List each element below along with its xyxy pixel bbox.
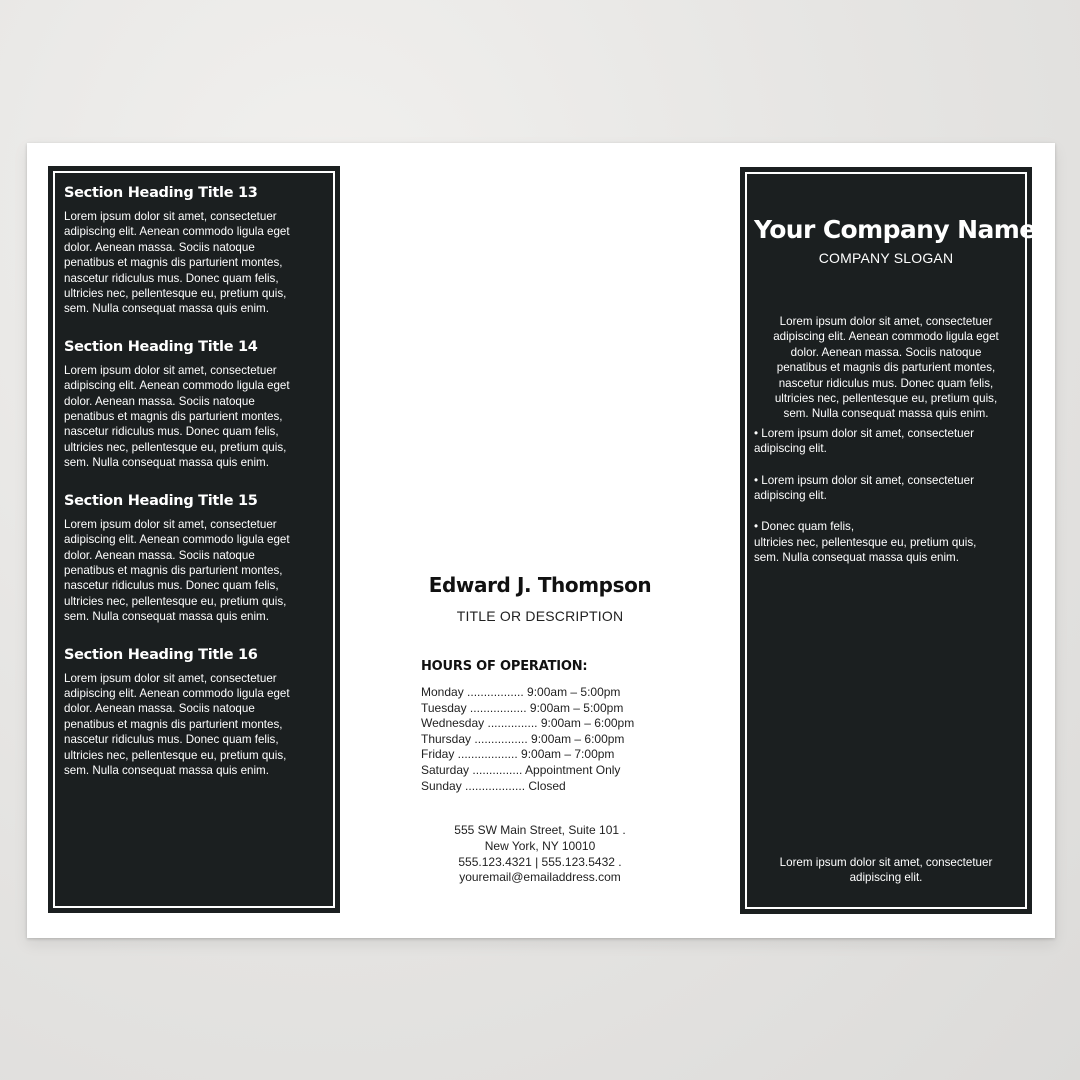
hours-heading: HOURS OF OPERATION: bbox=[421, 659, 588, 674]
section-line: dolor. Aenean massa. Sociis natoque bbox=[64, 394, 255, 408]
contact-block bbox=[357, 823, 723, 886]
section-line: sem. Nulla consequat massa quis enim. bbox=[64, 456, 269, 470]
section-line: dolor. Aenean massa. Sociis natoque bbox=[64, 240, 255, 254]
bullet-line: • Lorem ipsum dolor sit amet, consectetuer bbox=[754, 473, 974, 487]
section-body bbox=[64, 517, 326, 625]
section-line: sem. Nulla consequat massa quis enim. bbox=[64, 302, 269, 316]
section-line: penatibus et magnis dis parturient montes, bbox=[64, 256, 283, 270]
right-panel bbox=[740, 167, 1036, 914]
section-line: Lorem ipsum dolor sit amet, consectetuer bbox=[64, 210, 277, 223]
section-body bbox=[64, 209, 326, 317]
hours-row-tuesday: Tuesday ................. 9:00am – 5:00pm bbox=[421, 700, 624, 715]
footer-line: Lorem ipsum dolor sit amet, consectetuer bbox=[779, 856, 993, 869]
section-line: adipiscing elit. Aenean commodo ligula eget bbox=[64, 686, 290, 700]
section-13 bbox=[64, 185, 326, 317]
right-panel-content bbox=[754, 215, 1036, 582]
email-address: youremail@emailaddress.com bbox=[459, 870, 621, 885]
bullet-item bbox=[754, 426, 1018, 457]
section-line: ultricies nec, pellentesque eu, pretium quis, bbox=[64, 748, 287, 762]
hours-row-friday: Friday .................. 9:00am – 7:00pm bbox=[421, 747, 615, 762]
section-heading: Section Heading Title 15 bbox=[64, 492, 258, 509]
intro-paragraph bbox=[754, 314, 1018, 422]
person-name: Edward J. Thompson bbox=[428, 573, 652, 597]
bullet-list bbox=[754, 426, 1018, 566]
section-line: nascetur ridiculus mus. Donec quam felis, bbox=[64, 425, 279, 439]
intro-line: penatibus et magnis dis parturient montes, bbox=[776, 361, 996, 375]
bullet-item bbox=[754, 519, 1018, 565]
section-line: dolor. Aenean massa. Sociis natoque bbox=[64, 548, 255, 562]
left-panel bbox=[48, 166, 340, 913]
intro-line: dolor. Aenean massa. Sociis natoque bbox=[790, 345, 982, 359]
section-line: ultricies nec, pellentesque eu, pretium quis, bbox=[64, 440, 287, 454]
section-15 bbox=[64, 493, 326, 625]
section-line: dolor. Aenean massa. Sociis natoque bbox=[64, 702, 255, 716]
intro-line: ultricies nec, pellentesque eu, pretium quis, bbox=[774, 392, 998, 406]
section-line: ultricies nec, pellentesque eu, pretium quis, bbox=[64, 287, 287, 301]
left-panel-content bbox=[64, 185, 326, 800]
hours-row-monday: Monday ................. 9:00am – 5:00pm bbox=[421, 685, 621, 699]
middle-panel bbox=[357, 143, 723, 938]
company-slogan: COMPANY SLOGAN bbox=[818, 250, 954, 266]
section-line: nascetur ridiculus mus. Donec quam felis, bbox=[64, 271, 279, 285]
section-line: Lorem ipsum dolor sit amet, consectetuer bbox=[64, 671, 277, 685]
section-heading: Section Heading Title 16 bbox=[64, 646, 258, 663]
address-line-1: 555 SW Main Street, Suite 101 . bbox=[454, 823, 626, 837]
intro-line: sem. Nulla consequat massa quis enim. bbox=[783, 407, 989, 421]
section-heading: Section Heading Title 14 bbox=[64, 338, 258, 355]
bullet-line: ultricies nec, pellentesque eu, pretium quis, bbox=[754, 535, 977, 549]
brochure-sheet bbox=[27, 143, 1055, 938]
hours-list bbox=[421, 685, 634, 794]
section-line: adipiscing elit. Aenean commodo ligula eget bbox=[64, 225, 290, 239]
hours-row-thursday: Thursday ................ 9:00am – 6:00pm bbox=[421, 731, 625, 746]
hours-row-saturday: Saturday ............... Appointment Only bbox=[421, 762, 621, 777]
person-title: TITLE OR DESCRIPTION bbox=[456, 608, 624, 624]
section-line: sem. Nulla consequat massa quis enim. bbox=[64, 610, 269, 624]
hours-row-sunday: Sunday .................. Closed bbox=[421, 778, 566, 793]
section-line: ultricies nec, pellentesque eu, pretium quis, bbox=[64, 594, 287, 608]
section-line: nascetur ridiculus mus. Donec quam felis, bbox=[64, 733, 279, 747]
phone-numbers: 555.123.4321 | 555.123.5432 . bbox=[458, 854, 622, 869]
section-14 bbox=[64, 339, 326, 471]
intro-line: nascetur ridiculus mus. Donec quam felis, bbox=[778, 376, 994, 390]
company-name: Your Company Name bbox=[754, 215, 1036, 244]
address-line-2: New York, NY 10010 bbox=[484, 838, 596, 853]
section-line: Lorem ipsum dolor sit amet, consectetuer bbox=[64, 517, 277, 531]
section-body bbox=[64, 671, 326, 779]
section-line: adipiscing elit. Aenean commodo ligula eget bbox=[64, 379, 290, 393]
section-line: penatibus et magnis dis parturient montes, bbox=[64, 717, 283, 731]
hours-row-wednesday: Wednesday ............... 9:00am – 6:00pm bbox=[421, 716, 635, 731]
section-16 bbox=[64, 647, 326, 779]
bullet-item bbox=[754, 473, 1018, 504]
section-line: sem. Nulla consequat massa quis enim. bbox=[64, 763, 269, 777]
intro-line: adipiscing elit. Aenean commodo ligula eget bbox=[773, 330, 999, 344]
bullet-line: adipiscing elit. bbox=[754, 489, 827, 503]
bullet-line: adipiscing elit. bbox=[754, 442, 827, 456]
footer-line: adipiscing elit. bbox=[849, 871, 923, 885]
section-heading: Section Heading Title 13 bbox=[64, 185, 258, 201]
section-body bbox=[64, 363, 326, 471]
section-line: Lorem ipsum dolor sit amet, consectetuer bbox=[64, 363, 277, 377]
bullet-line: • Donec quam felis, bbox=[754, 520, 855, 534]
section-line: adipiscing elit. Aenean commodo ligula eget bbox=[64, 533, 290, 547]
right-panel-footer bbox=[754, 855, 1018, 886]
bullet-line: • Lorem ipsum dolor sit amet, consectetuer bbox=[754, 426, 974, 440]
section-line: nascetur ridiculus mus. Donec quam felis, bbox=[64, 579, 279, 593]
intro-line: Lorem ipsum dolor sit amet, consectetuer bbox=[779, 315, 993, 328]
section-line: penatibus et magnis dis parturient montes, bbox=[64, 410, 283, 424]
section-line: penatibus et magnis dis parturient montes, bbox=[64, 563, 283, 577]
bullet-line: sem. Nulla consequat massa quis enim. bbox=[754, 551, 959, 565]
